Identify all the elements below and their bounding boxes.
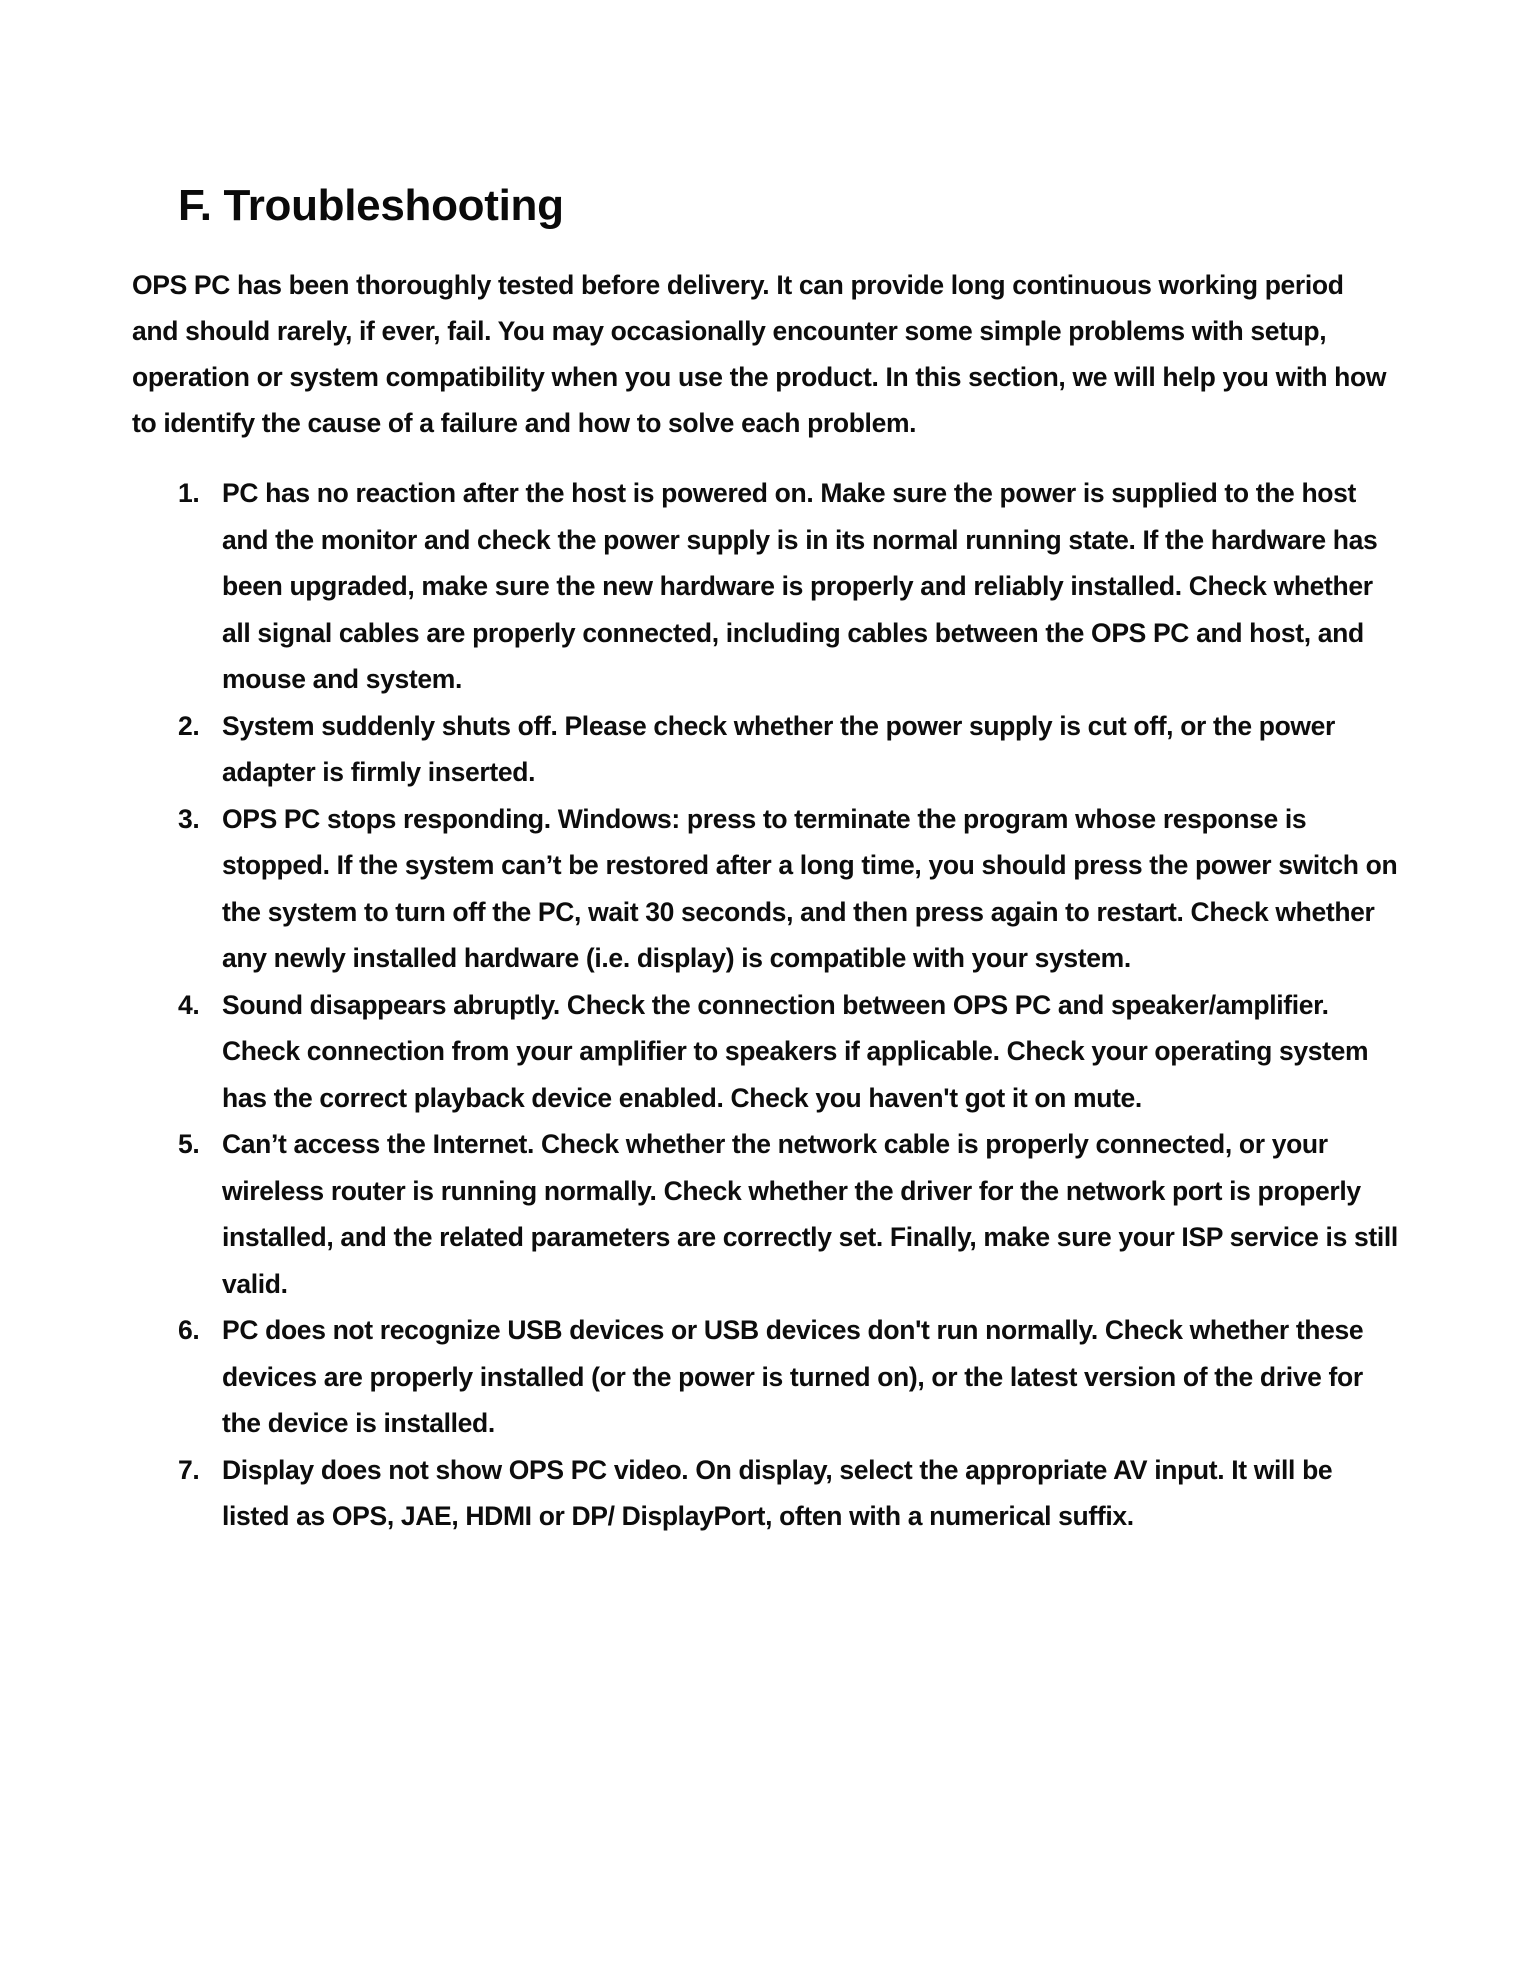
section-heading: F. Troubleshooting [178, 181, 564, 230]
list-item-text: Display does not show OPS PC video. On display, select the appropriate AV input. It will be listed as OPS, JAE, HDMI or DP/ DisplayPort, often with a numerical suffix. [222, 1454, 1333, 1531]
list-item-number: 3. [178, 803, 200, 834]
list-item-number: 7. [178, 1454, 200, 1485]
list-item-text: PC does not recognize USB devices or USB devices don't run normally. Check whether these devices are properly installed (or the power is turned on), or the latest version of the drive for the device is installed. [222, 1315, 1364, 1438]
list-item-number: 5. [178, 1129, 200, 1159]
list-item-text: Sound disappears abruptly. Check the connection between OPS PC and speaker/amplifier. Check connection from your amplifier to speakers if applicable. Check your operating system has the correct playback device enabled. Check you haven't got it on mute. [222, 989, 1369, 1113]
list-item-number: 6. [178, 1315, 200, 1345]
list-item [178, 1447, 1398, 1540]
list-item [178, 470, 1398, 703]
list-item-text: PC has no reaction after the host is powered on. Make sure the power is supplied to the host and the monitor and check the power supply is in its normal running state. If the hardware has been upgraded, make sure the new hardware is properly and reliably installed. Check whether all signal cables are properly connected, including cables between the OPS PC and host, and mouse and system. [222, 478, 1378, 694]
list-item-number: 1. [178, 478, 200, 508]
list-item-text: System suddenly shuts off. Please check whether the power supply is cut off, or the power adapter is firmly inserted. [222, 710, 1336, 787]
list-item [178, 796, 1398, 982]
list-item-text: OPS PC stops responding. Windows: press to terminate the program whose response is stopped. If the system can’t be restored after a long time, you should press the power switch on the system to turn off the PC, wait 30 seconds, and then press again to restart. Check whether any newly installed hardware (i.e. display) is compatible with your system. [222, 803, 1398, 973]
list-item [178, 982, 1398, 1122]
list-item [178, 703, 1398, 796]
list-item [178, 1121, 1398, 1307]
list-item-number: 2. [178, 710, 200, 741]
list-item [178, 1307, 1398, 1447]
list-item-number: 4. [178, 989, 200, 1020]
troubleshooting-list [178, 470, 1398, 1540]
intro-paragraph: OPS PC has been thoroughly tested before delivery. It can provide long continuous working period and should rarely, if ever, fail. You may occasionally encounter some simple problems with setup, operation or system compatibility when you use the product. In this section, we will help you with how to identify the cause of a failure and how to solve each problem. [132, 270, 1387, 438]
list-item-text: Can’t access the Internet. Check whether the network cable is properly connected, or your wireless router is running normally. Check whether the driver for the network port is properly installed, and the related parameters are correctly set. Finally, make sure your ISP service is still valid. [222, 1129, 1398, 1299]
